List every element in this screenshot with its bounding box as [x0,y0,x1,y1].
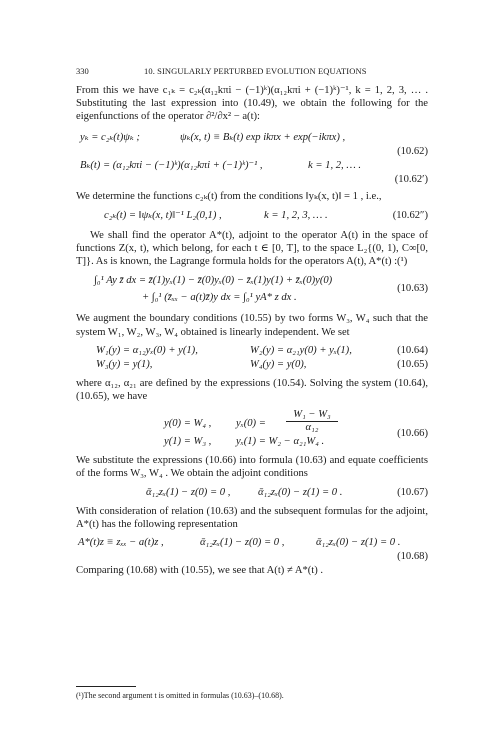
paragraph-5: where α₁₂, α₂₁ are defined by the expressions (10.54). Solving the system (10.64), (10.65), we have [76,377,428,403]
running-title: 10. SINGULARLY PERTURBED EVOLUTION EQUATIONS [144,66,367,76]
equation-10-68 [76,536,428,550]
equation-10-65 [76,358,428,372]
equation-10-64 [76,344,428,358]
equation-10-62-double-prime [76,209,428,223]
paragraph-1: From this we have c₁ₖ = c₂ₖ(α₁₂kπi − (−1)ᵏ)(α₁₂kπi + (−1)ᵏ)⁻¹, k = 1, 2, 3, … . Substituting the last expression into (10.49), we obtain the following for the eigenfunctions of the operator ∂²/∂x² − a(t): [76,85,428,123]
equation-number: (10.62′) [394,173,428,185]
equation-10-62-double-prime-left: c₂ₖ(t) = ‖ψₖ(x, t)‖⁻¹ L₂(0,1) , [104,209,222,221]
equation-10-64-left: W₁(y) = α₁₂yₓ(0) + y(1), [96,344,198,356]
footnote-rule [76,686,136,687]
equation-10-62 [76,131,428,145]
equation-10-67 [76,486,428,500]
equation-10-68-mid: ᾱ₁₂zₓ(1) − z(0) = 0 , [200,537,285,549]
paragraph-6: We substitute the expressions (10.66) into formula (10.63) and equate coefficients of the forms W₃, W₄ . We obtain the adjoint conditions [76,455,428,480]
footnote: (¹)The second argument t is omitted in formulas (10.63)–(10.68). [76,691,284,700]
equation-10-62-left: yₖ = c₂ₖ(t)ψₖ ; [80,131,140,143]
equation-10-63-line-1 [76,274,428,291]
page-number: 330 [76,66,89,76]
equation-10-62-double-prime-right: k = 1, 2, 3, … . [264,209,328,221]
equation-10-68-number-line [76,550,428,564]
equation-10-67-right: ᾱ₁₂zₓ(0) − z(1) = 0 . [258,486,343,498]
equation-10-65-right: W₄(y) = y(0), [250,358,307,370]
paragraph-3: We shall find the operator A*(t), adjoint to the operator A(t) in the space of functions Z(x, t), which belong, for each t ∈ [0, T], to the space L₂{(0, 1), C∞[0, T]}. As is known, the Lagrange formula holds for the operators A(t), A*(t) :(¹) [76,229,428,268]
equation-number: (10.62) [397,145,428,157]
equation-10-64-right: W₂(y) = α₂₁y(0) + yₓ(1), [250,344,352,356]
equation-10-66-line-1 [76,409,428,440]
equation-10-63-line-1-text: ∫₀¹ Ay z̄ dx = z̄(1)yₓ(1) − z̄(0)yₓ(0) − z̄ₓ(1)y(1) + z̄ₓ(0)y(0) [94,275,333,287]
equation-number: (10.62″) [392,209,428,221]
paragraph-7: With consideration of relation (10.63) and the subsequent formulas for the adjoint, A*(t) has the following representation [76,505,428,530]
equation-10-66-l2-left: y(1) = W₃ , [164,436,212,448]
fraction-numerator: W₁ − W₃ [286,409,338,422]
equation-10-66-line-2 [76,435,428,449]
equation-10-62-prime-number-line [76,173,428,187]
equation-10-62-right: ψₖ(x, t) ≡ Bₖ(t) exp ikπx + exp(−ikπx) , [180,131,346,143]
fraction [286,409,338,434]
paragraph-4: We augment the boundary conditions (10.55) by two forms W₃, W₄ such that the system W₁, W₂, W₃, W₄ obtained is linearly independent. We set [76,313,428,338]
equation-number: (10.67) [397,486,428,498]
paragraph-8: Comparing (10.68) with (10.55), we see that A(t) ≠ A*(t) . [76,565,324,577]
equation-number: (10.65) [397,358,428,370]
equation-10-62-prime-left: Bₖ(t) = (α₁₂kπi − (−1)ᵏ)(α₁₂kπi + (−1)ᵏ)⁻¹ , [80,159,263,171]
main-text [76,84,428,577]
equation-number: (10.66) [397,428,428,440]
paragraph-2: We determine the functions c₂ₖ(t) from the conditions ‖yₖ(x, t)‖ = 1 , i.e., [76,190,382,202]
equation-number: (10.63) [397,283,428,295]
equation-10-66-l2-right: yₓ(1) = W₂ − α₂₁W₄ . [236,436,325,448]
equation-10-65-left: W₃(y) = y(1), [96,358,153,370]
equation-10-66-l1-left: y(0) = W₄ , [164,418,212,430]
equation-10-68-right: ᾱ₁₂zₓ(0) − z(1) = 0 . [316,537,401,549]
equation-10-67-left: ᾱ₁₂zₓ(1) − z(0) = 0 , [146,486,231,498]
equation-number: (10.68) [397,551,428,563]
equation-10-66-l1-right: yₓ(0) = [236,418,266,430]
equation-10-63-line-2 [76,283,428,308]
equation-number: (10.64) [397,344,428,356]
equation-10-63-line-2-text: + ∫₀¹ (z̄ₓₓ − a(t)z̄)y dx = ∫₀¹ yA* z dx . [142,292,297,304]
equation-10-62-prime-right: k = 1, 2, … . [308,159,362,171]
fraction-denominator: α₁₂ [305,422,319,434]
equation-10-68-left: A*(t)z ≡ zₓₓ − a(t)z , [78,537,164,549]
equation-10-62-prime [76,159,428,173]
equation-10-62-number-line [76,145,428,159]
